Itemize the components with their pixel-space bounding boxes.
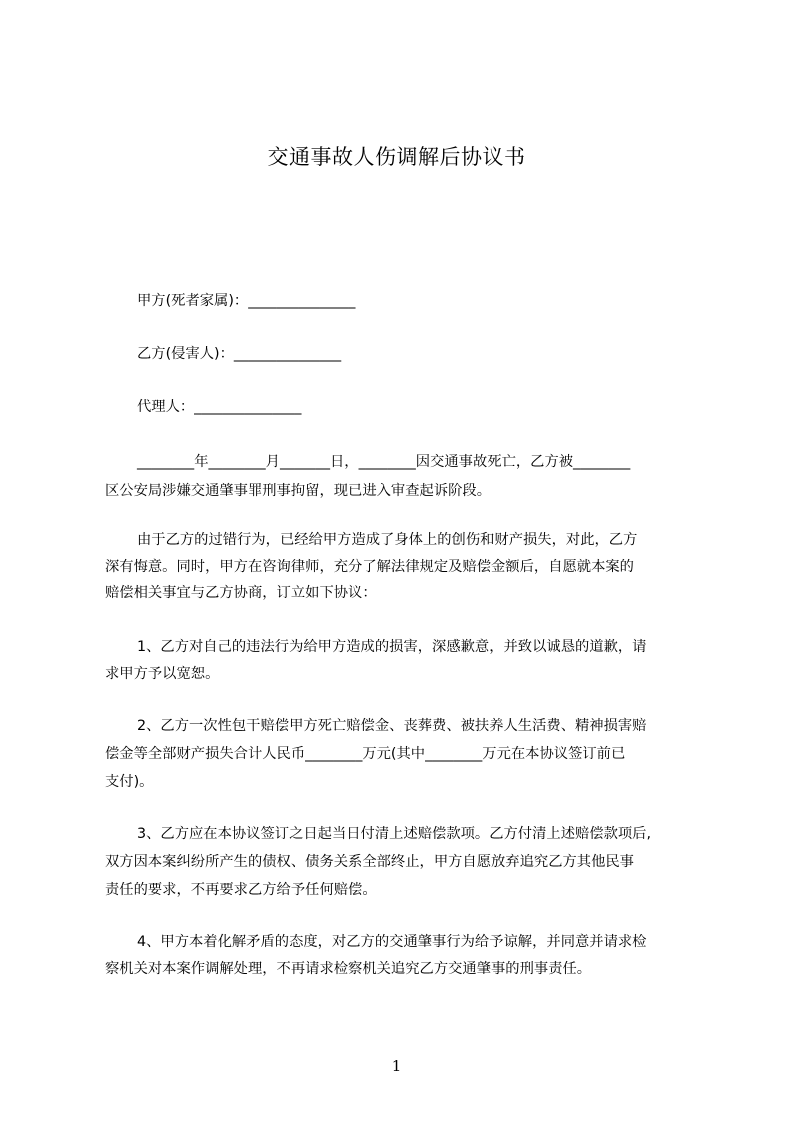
intro-line-2: 区公安局涉嫌交通肇事罪刑事拘留，现已进入审查起诉阶段。 [105,483,492,499]
clause-3-line-3: 责任的要求，不再要求乙方给予任何赔偿。 [105,882,377,898]
clause-2-line-3: 支付)。 [105,774,154,790]
reason-line-3: 赔偿相关事宜与乙方协商，订立如下协议： [105,585,377,601]
agent-field: 代理人：_______________ [137,399,302,415]
party-b-field: 乙方(侵害人)：_______________ [137,346,342,362]
reason-line-2: 深有悔意。同时，甲方在咨询律师，充分了解法律规定及赔偿金额后，自愿就本案的 [105,559,634,575]
intro-line-1: ________年________月_______日，________因交通事故死亡，乙方被________ [137,454,631,470]
clause-4-line-2: 察机关对本案作调解处理，不再请求检察机关追究乙方交通肇事的刑事责任。 [105,961,592,977]
party-a-field: 甲方(死者家属)：_______________ [137,293,356,309]
reason-line-1: 由于乙方的过错行为，已经给甲方造成了身体上的创伤和财产损失，对此，乙方 [137,532,638,548]
clause-3-line-1: 3、乙方应在本协议签订之日起当日付清上述赔偿款项。乙方付清上述赔偿款项后, [137,826,652,842]
clause-4-line-1: 4、甲方本着化解矛盾的态度，对乙方的交通肇事行为给予谅解，并同意并请求检 [137,934,647,950]
clause-1-line-2: 求甲方予以宽恕。 [105,666,220,682]
clause-2-line-2: 偿金等全部财产损失合计人民币________万元(其中________万元在本协议签订前已 [105,746,626,762]
clause-1-line-1: 1、乙方对自己的违法行为给甲方造成的损害，深感歉意，并致以诚恳的道歉，请 [137,639,647,655]
document-title: 交通事故人伤调解后协议书 [267,145,526,169]
page-number: 1 [391,1057,402,1075]
clause-3-line-2: 双方因本案纠纷所产生的债权、债务关系全部终止，甲方自愿放弃追究乙方其他民事 [105,854,634,870]
clause-2-line-1: 2、乙方一次性包干赔偿甲方死亡赔偿金、丧葬费、被扶养人生活费、精神损害赔 [137,718,647,734]
